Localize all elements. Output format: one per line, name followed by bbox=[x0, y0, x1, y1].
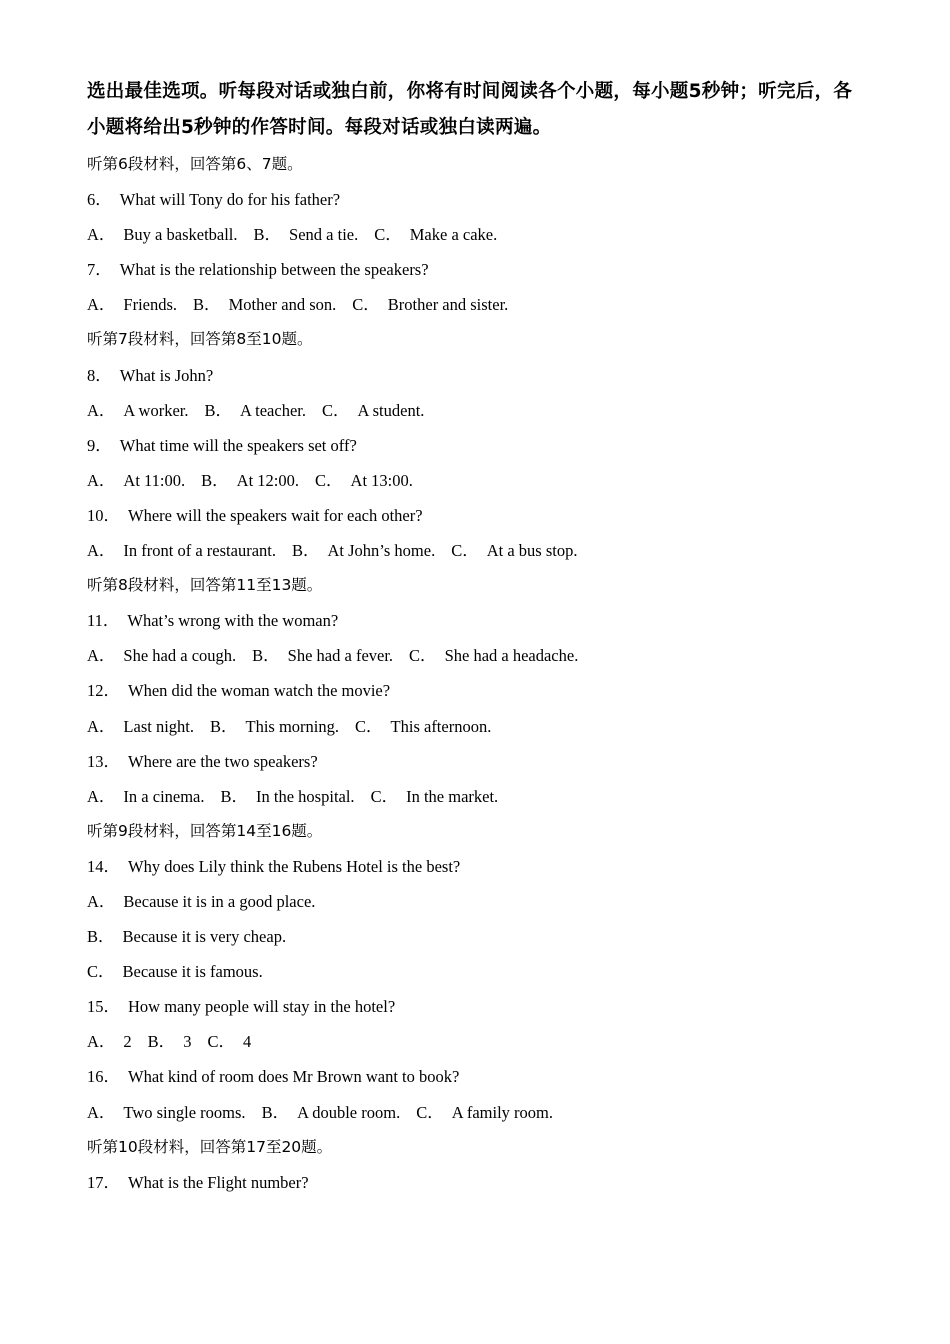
option-letter: C． bbox=[207, 1032, 235, 1052]
question-stem bbox=[87, 252, 862, 287]
option-letter: C． bbox=[374, 225, 402, 245]
option-letter: B． bbox=[204, 400, 233, 420]
question-text: What is the relationship between the speakers? bbox=[119, 260, 429, 280]
section-heading: 听第8段材料，回答第11至13题。 bbox=[87, 576, 323, 595]
answer-option bbox=[193, 295, 336, 314]
option-text: In the market. bbox=[406, 786, 499, 806]
option-letter: A． bbox=[87, 541, 116, 561]
question-stem bbox=[87, 498, 862, 533]
option-letter: B． bbox=[291, 541, 320, 561]
question-stem bbox=[87, 744, 862, 779]
option-text: Friends. bbox=[123, 295, 178, 315]
option-letter: B． bbox=[210, 716, 238, 736]
question-number: 8． bbox=[87, 365, 112, 385]
question-text: Where will the speakers wait for each other? bbox=[128, 505, 423, 525]
question-number: 15． bbox=[87, 997, 120, 1017]
option-text: A student. bbox=[357, 400, 425, 420]
answer-option bbox=[322, 401, 424, 420]
option-letter: A． bbox=[87, 786, 116, 806]
answer-options bbox=[87, 884, 862, 919]
option-letter: C． bbox=[87, 962, 115, 982]
option-text: 4 bbox=[242, 1032, 252, 1052]
option-letter: B． bbox=[220, 786, 249, 806]
option-letter: B． bbox=[253, 225, 282, 245]
question-text: What is John? bbox=[119, 365, 214, 385]
option-letter: C． bbox=[355, 716, 383, 736]
answer-option bbox=[210, 717, 339, 736]
answer-options bbox=[87, 533, 862, 568]
option-letter: A． bbox=[87, 1102, 116, 1122]
option-letter: B． bbox=[193, 295, 221, 315]
option-letter: C． bbox=[352, 295, 380, 315]
option-text: At a bus stop. bbox=[486, 541, 578, 561]
option-letter: A． bbox=[87, 470, 116, 490]
answer-option bbox=[409, 646, 578, 665]
answer-options bbox=[87, 463, 862, 498]
answer-options bbox=[87, 709, 862, 744]
section-heading: 听第10段材料，回答第17至20题。 bbox=[87, 1137, 333, 1156]
option-text: Last night. bbox=[123, 716, 194, 736]
answer-options bbox=[87, 954, 862, 989]
section-heading: 听第7段材料，回答第8至10题。 bbox=[87, 330, 313, 349]
answer-option bbox=[87, 892, 315, 911]
option-letter: B． bbox=[87, 927, 115, 947]
question-number: 6． bbox=[87, 190, 112, 210]
option-text: At 13:00. bbox=[350, 470, 413, 490]
option-letter: C． bbox=[370, 786, 399, 806]
answer-option bbox=[87, 541, 276, 560]
option-text: In a cinema. bbox=[123, 786, 205, 806]
option-text: She had a fever. bbox=[287, 646, 394, 666]
answer-option bbox=[148, 1032, 192, 1051]
option-letter: B． bbox=[252, 646, 280, 666]
option-text: Send a tie. bbox=[289, 225, 359, 245]
answer-options bbox=[87, 217, 862, 252]
question-text: Where are the two speakers? bbox=[128, 751, 318, 771]
question-text: What kind of room does Mr Brown want to book? bbox=[128, 1067, 460, 1087]
question-number: 7． bbox=[87, 260, 112, 280]
question-number: 11． bbox=[87, 611, 120, 631]
option-letter: C． bbox=[409, 646, 437, 666]
option-text: A worker. bbox=[123, 400, 189, 420]
answer-options bbox=[87, 779, 862, 814]
option-text: Brother and sister. bbox=[387, 295, 509, 315]
answer-option bbox=[221, 787, 355, 806]
section-heading: 听第9段材料，回答第14至16题。 bbox=[87, 821, 323, 840]
question-text: What will Tony do for his father? bbox=[119, 190, 341, 210]
answer-option bbox=[87, 717, 194, 736]
question-stem bbox=[87, 989, 862, 1024]
option-text: 3 bbox=[183, 1032, 192, 1052]
option-text: At 12:00. bbox=[236, 470, 300, 490]
listening-instructions: 选出最佳选项。听每段对话或独白前，你将有时间阅读各个小题，每小题5秒钟；听完后，各小题将给出5秒钟的作答时间。每段对话或独白读两遍。 bbox=[87, 81, 853, 138]
answer-option bbox=[87, 646, 236, 665]
option-letter: C． bbox=[451, 541, 479, 561]
question-stem bbox=[87, 1165, 862, 1200]
answer-options bbox=[87, 287, 862, 322]
option-text: Two single rooms. bbox=[123, 1102, 246, 1122]
option-letter: A． bbox=[87, 646, 116, 666]
option-letter: B． bbox=[201, 470, 229, 490]
answer-option bbox=[451, 541, 577, 560]
answer-option bbox=[416, 1103, 553, 1122]
answer-options bbox=[87, 1024, 862, 1059]
option-text: A teacher. bbox=[240, 400, 306, 420]
option-letter: A． bbox=[87, 1032, 116, 1052]
answer-options bbox=[87, 638, 862, 673]
option-text: Make a cake. bbox=[409, 225, 498, 245]
option-text: Because it is famous. bbox=[122, 962, 263, 982]
answer-option bbox=[371, 787, 499, 806]
question-text: Why does Lily think the Rubens Hotel is the best? bbox=[128, 856, 461, 876]
answer-option bbox=[87, 401, 189, 420]
option-text: Mother and son. bbox=[228, 295, 337, 315]
option-text: At John’s home. bbox=[327, 541, 436, 561]
question-stem bbox=[87, 428, 862, 463]
answer-option bbox=[252, 646, 393, 665]
option-text: Because it is very cheap. bbox=[122, 927, 287, 947]
option-letter: B． bbox=[147, 1032, 176, 1052]
answer-option bbox=[205, 401, 306, 420]
answer-option bbox=[254, 225, 359, 244]
option-text: In the hospital. bbox=[256, 786, 355, 806]
answer-option bbox=[207, 1032, 251, 1051]
option-letter: A． bbox=[87, 716, 116, 736]
option-letter: A． bbox=[87, 225, 116, 245]
answer-option bbox=[87, 471, 185, 490]
question-number: 14． bbox=[87, 856, 120, 876]
answer-option bbox=[355, 717, 491, 736]
answer-option bbox=[87, 225, 238, 244]
question-number: 13． bbox=[87, 751, 120, 771]
question-stem bbox=[87, 1059, 862, 1094]
option-text: Because it is in a good place. bbox=[123, 891, 316, 911]
option-text: This afternoon. bbox=[390, 716, 492, 736]
question-stem bbox=[87, 182, 862, 217]
question-text: How many people will stay in the hotel? bbox=[128, 997, 396, 1017]
answer-option bbox=[87, 962, 263, 981]
answer-option bbox=[87, 295, 177, 314]
option-text: She had a headache. bbox=[444, 646, 579, 666]
question-number: 17． bbox=[87, 1172, 120, 1192]
question-number: 9． bbox=[87, 435, 112, 455]
question-text: When did the woman watch the movie? bbox=[128, 681, 391, 701]
question-number: 16． bbox=[87, 1067, 120, 1087]
question-stem bbox=[87, 849, 862, 884]
answer-option bbox=[315, 471, 413, 490]
question-text: What is the Flight number? bbox=[128, 1172, 309, 1192]
answer-option bbox=[262, 1103, 401, 1122]
answer-option bbox=[87, 787, 205, 806]
answer-options bbox=[87, 393, 862, 428]
option-text: In front of a restaurant. bbox=[123, 541, 276, 561]
question-text: What time will the speakers set off? bbox=[119, 435, 357, 455]
option-text: A double room. bbox=[297, 1102, 401, 1122]
option-text: She had a cough. bbox=[123, 646, 237, 666]
section-heading: 听第6段材料，回答第6、7题。 bbox=[87, 155, 303, 173]
question-text: What’s wrong with the woman? bbox=[127, 611, 339, 631]
option-letter: C． bbox=[321, 400, 350, 420]
option-letter: A． bbox=[87, 295, 116, 315]
answer-option bbox=[292, 541, 435, 560]
option-text: 2 bbox=[123, 1032, 132, 1052]
option-letter: C． bbox=[315, 470, 343, 490]
answer-option bbox=[374, 225, 497, 244]
option-letter: A． bbox=[87, 400, 116, 420]
question-number: 12． bbox=[87, 681, 120, 701]
question-stem bbox=[87, 673, 862, 708]
answer-option bbox=[352, 295, 508, 314]
option-letter: B． bbox=[261, 1102, 290, 1122]
option-text: At 11:00. bbox=[123, 470, 186, 490]
question-number: 10． bbox=[87, 505, 120, 525]
answer-option bbox=[87, 1103, 246, 1122]
option-text: This morning. bbox=[245, 716, 340, 736]
option-letter: C． bbox=[416, 1102, 444, 1122]
option-text: Buy a basketball. bbox=[123, 225, 238, 245]
answer-option bbox=[87, 927, 286, 946]
answer-option bbox=[87, 1032, 132, 1051]
option-text: A family room. bbox=[451, 1102, 553, 1122]
option-letter: A． bbox=[87, 891, 116, 911]
question-list bbox=[87, 147, 862, 1200]
question-stem bbox=[87, 358, 862, 393]
answer-option bbox=[201, 471, 299, 490]
answer-options bbox=[87, 919, 862, 954]
answer-options bbox=[87, 1095, 862, 1130]
question-stem bbox=[87, 603, 862, 638]
